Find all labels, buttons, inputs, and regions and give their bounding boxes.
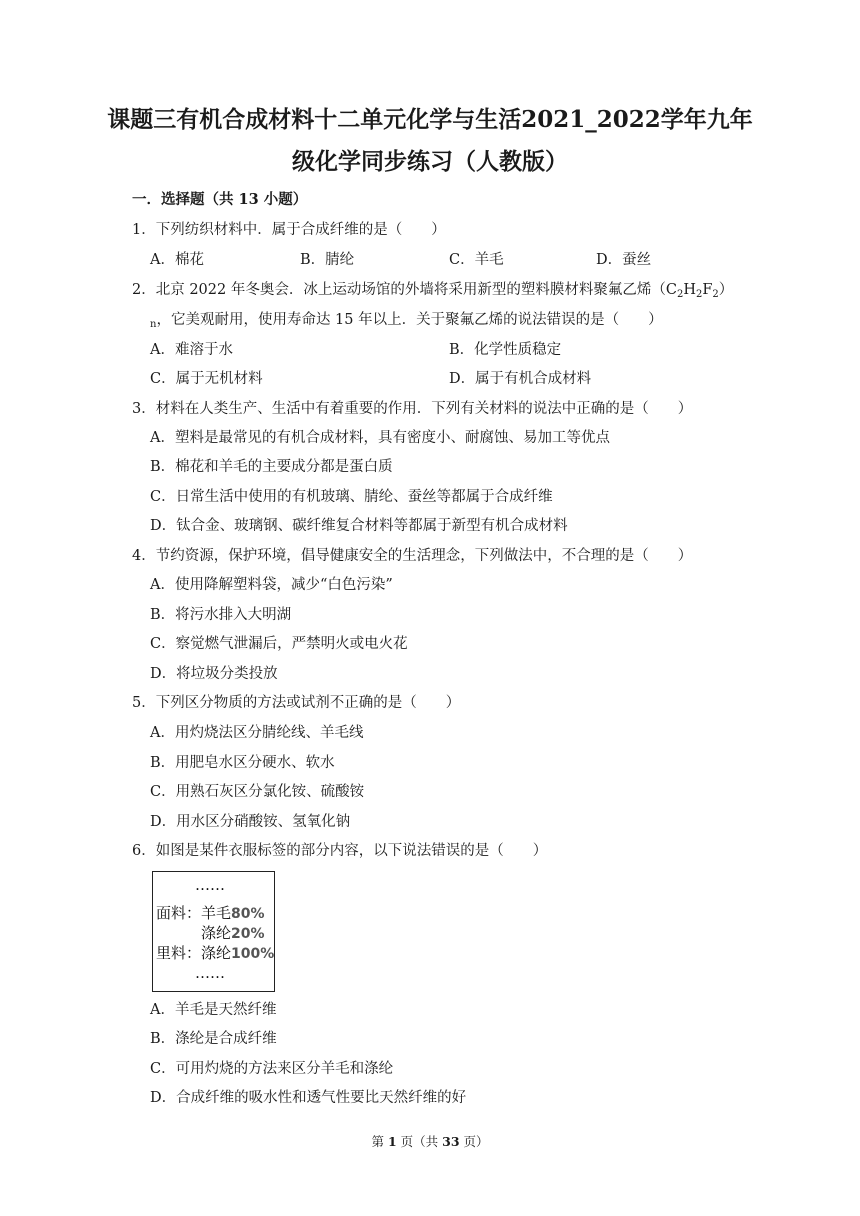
question-4-option-b: B．将污水排入大明湖 — [150, 607, 292, 623]
document-title-line2: 级化学同步练习（人教版） — [292, 148, 568, 175]
footer-suffix: 页） — [459, 1134, 489, 1149]
question-3-option-d: D．钛合金、玻璃钢、碳纤维复合材料等都属于新型有机合成材料 — [150, 518, 568, 534]
question-2-option-d: D．属于有机合成材料 — [449, 371, 592, 387]
label-fabric-title: 面料： — [156, 904, 202, 922]
question-2-option-a: A．难溶于水 — [150, 342, 233, 358]
question-6-option-d: D．合成纤维的吸水性和透气性要比天然纤维的好 — [150, 1090, 467, 1106]
question-4-stem: 4．节约资源，保护环境，倡导健康安全的生活理念，下列做法中，不合理的是（ ） — [132, 548, 693, 564]
question-3-option-c: C．日常生活中使用的有机玻璃、腈纶、蚕丝等都属于合成纤维 — [150, 489, 553, 505]
question-5-option-c: C．用熟石灰区分氯化铵、硫酸铵 — [150, 784, 365, 800]
clothing-label-figure — [152, 871, 275, 992]
question-5-option-b: B．用肥皂水区分硬水、软水 — [150, 755, 335, 771]
formula-element: F — [702, 282, 713, 298]
question-5-stem: 5．下列区分物质的方法或试剂不正确的是（ ） — [132, 695, 461, 711]
footer-total-pages: 33 — [442, 1134, 460, 1149]
label-fabric-item-polyester: 涤纶 — [201, 924, 232, 942]
label-lining-row — [156, 942, 274, 963]
question-2-option-c: C．属于无机材料 — [150, 371, 263, 387]
document-title-line1: 课题三有机合成材料十二单元化学与生活2021_2022学年九年 — [107, 106, 753, 133]
label-fabric-pct-polyester: 20% — [231, 926, 265, 942]
question-3-option-a: A．塑料是最常见的有机合成材料，具有密度小、耐腐蚀、易加工等优点 — [150, 430, 610, 446]
label-fabric-row — [156, 902, 265, 923]
question-3-stem: 3．材料在人类生产、生活中有着重要的作用．下列有关材料的说法中正确的是（ ） — [132, 401, 693, 417]
question-1-option-a: A．棉花 — [150, 252, 204, 268]
footer-mid: 页（共 — [396, 1134, 443, 1149]
formula-subscript: 2 — [695, 289, 703, 300]
question-1-stem: 1．下列纺织材料中．属于合成纤维的是（ ） — [132, 222, 446, 238]
label-lining-pct: 100% — [231, 946, 275, 962]
label-lining-item: 涤纶 — [201, 944, 232, 962]
footer-prefix: 第 — [371, 1134, 388, 1149]
question-2-stem-text: 2．北京 2022 年冬奥会．冰上运动场馆的外墙将采用新型的塑料膜材料聚氟乙烯（C — [132, 282, 677, 298]
question-1-option-c: C．羊毛 — [449, 252, 504, 268]
label-lining-title: 里料： — [156, 944, 202, 962]
question-6-stem: 6．如图是某件衣服标签的部分内容，以下说法错误的是（ ） — [132, 843, 548, 859]
footer-page-number: 1 — [387, 1134, 397, 1149]
question-2-option-b: B．化学性质稳定 — [449, 342, 562, 358]
page-footer — [0, 1132, 860, 1150]
question-4-option-c: C．察觉燃气泄漏后，严禁明火或电火花 — [150, 636, 408, 652]
question-1-option-d: D．蚕丝 — [596, 252, 652, 268]
question-1-option-b: B．腈纶 — [300, 252, 355, 268]
label-dots-top: …… — [195, 876, 225, 894]
label-fabric-pct-wool: 80% — [231, 906, 265, 922]
question-3-option-b: B．棉花和羊毛的主要成分都是蛋白质 — [150, 459, 393, 475]
label-fabric-row-2 — [201, 922, 265, 943]
question-5-option-a: A．用灼烧法区分腈纶线、羊毛线 — [150, 725, 364, 741]
question-2-stem — [132, 278, 733, 300]
question-6-option-c: C．可用灼烧的方法来区分羊毛和涤纶 — [150, 1061, 394, 1077]
question-6-option-b: B．涤纶是合成纤维 — [150, 1031, 277, 1047]
question-2-stem-continued — [150, 308, 663, 330]
formula-subscript: 2 — [712, 289, 719, 300]
label-fabric-item-wool: 羊毛 — [201, 904, 232, 922]
question-4-option-d: D．将垃圾分类投放 — [150, 666, 278, 682]
question-6-option-a: A．羊毛是天然纤维 — [150, 1002, 277, 1018]
question-4-option-a: A．使用降解塑料袋，减少“白色污染” — [150, 577, 393, 593]
question-2-stem-continued-text: ，它美观耐用，使用寿命达 15 年以上．关于聚氟乙烯的说法错误的是（ ） — [156, 312, 663, 328]
formula-close: ） — [718, 282, 734, 298]
formula-subscript-n: n — [150, 319, 157, 330]
formula-subscript: 2 — [676, 289, 684, 300]
section-heading: 一．选择题（共 13 小题） — [132, 191, 308, 208]
label-dots-bottom: …… — [195, 964, 225, 982]
formula-element: H — [683, 282, 696, 298]
question-5-option-d: D．用水区分硝酸铵、氢氧化钠 — [150, 814, 351, 830]
